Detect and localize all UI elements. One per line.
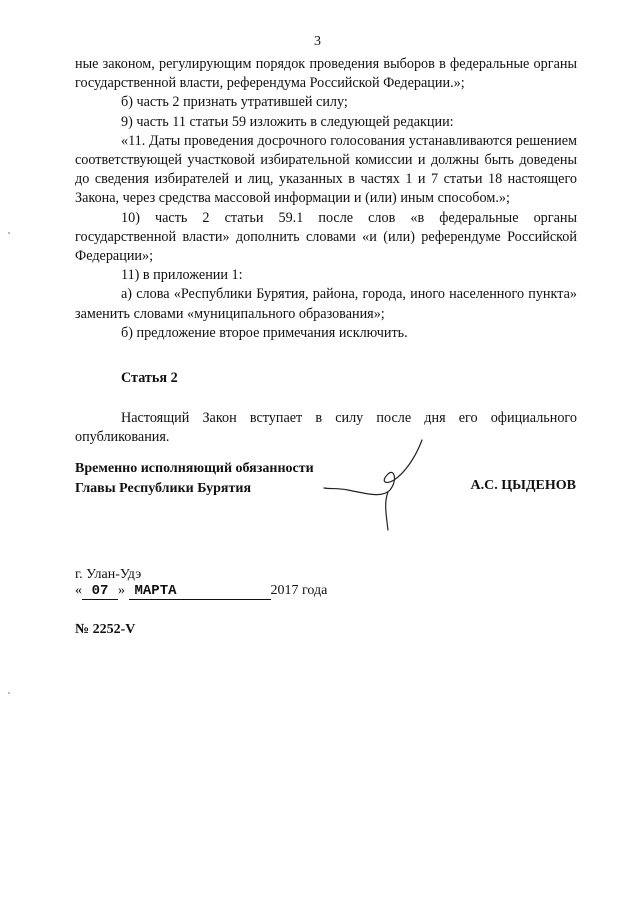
date-year: 2017 года: [270, 583, 328, 598]
paragraph: б) часть 2 признать утратившей силу;: [121, 94, 348, 111]
paragraph: 9) часть 11 статьи 59 изложить в следующей редакции:: [121, 113, 454, 130]
signing-date: [75, 583, 327, 600]
paragraph: б) предложение второе примечания исключить.: [121, 324, 408, 341]
document-body: [75, 55, 577, 448]
article-heading: Статья 2: [121, 370, 178, 387]
signatory-name: А.С. ЦЫДЕНОВ: [470, 478, 576, 493]
place-of-signing: г. Улан-Удэ: [75, 567, 142, 582]
signatory-title-line1: Временно исполняющий обязанности: [75, 461, 314, 476]
signatory-title: [75, 459, 314, 499]
signatory-title-line2: Главы Республики Бурятия: [75, 481, 252, 496]
paragraph: 11) в приложении 1:: [121, 267, 243, 284]
paragraph: 10) часть 2 статьи 59.1 после слов «в федеральные органы государственной власти» дополнить словами «и (или) референдуме Российской Федерации»;: [75, 209, 577, 265]
date-day: 07: [91, 583, 109, 599]
date-open-quote: «: [75, 583, 82, 598]
paragraph: ные законом, регулирующим порядок проведения выборов в федеральные органы государственной власти, референдума Российской Федерации.»;: [75, 56, 577, 92]
paragraph: «11. Даты проведения досрочного голосования устанавливаются решением соответствующей участковой избирательной комиссии и должны быть доведены до сведения избирателей и лиц, указанных в частях 1 и 7 статьи 18 настоящего Закона, через средства массовой информации и (или) иным способом.»;: [75, 132, 577, 207]
page-number: 3: [314, 34, 321, 49]
date-close-quote: »: [118, 583, 125, 598]
law-number: № 2252-V: [75, 622, 136, 637]
paragraph: а) слова «Республики Бурятия, района, города, иного населенного пункта» заменить словами «муниципального образования»;: [75, 286, 577, 322]
date-month: МАРТА: [134, 583, 177, 599]
article-text: Настоящий Закон вступает в силу после дня его официального опубликования.: [75, 410, 577, 446]
scan-speck: [8, 692, 10, 694]
scan-speck: [8, 232, 10, 234]
handwritten-signature: [318, 438, 428, 533]
